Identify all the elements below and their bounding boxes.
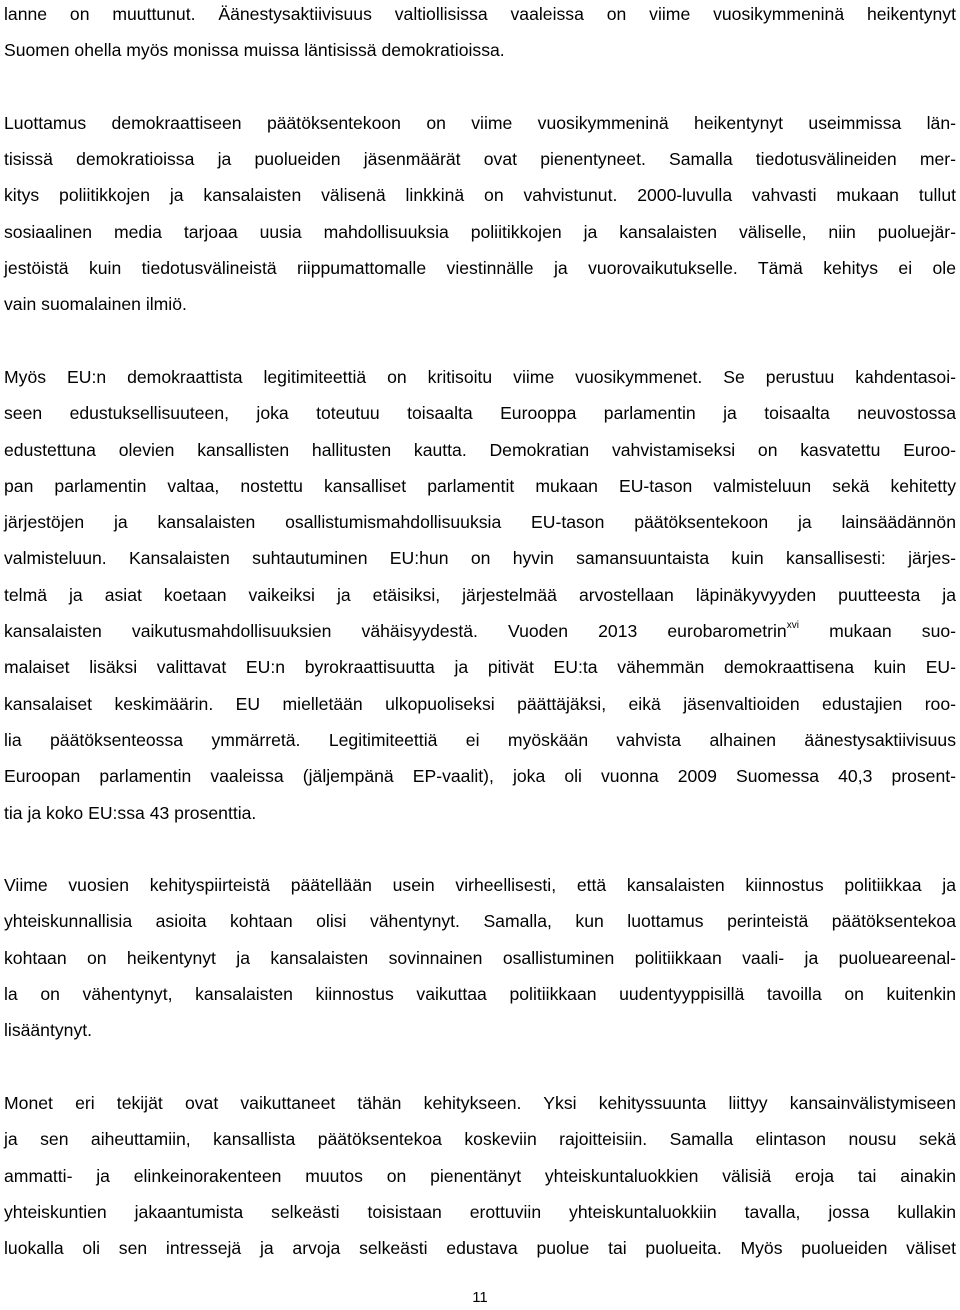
line-text: Euroopan parlamentin vaaleissa (jäljempänä EP-vaalit), joka oli vuonna 2009 Suomessa 40,3 prosent-	[4, 766, 956, 787]
paragraph	[4, 359, 956, 831]
text-line	[4, 940, 956, 976]
text-line	[4, 468, 956, 504]
text-line	[4, 214, 956, 250]
line-text: la on vähentynyt, kansalaisten kiinnostus vaikuttaa politiikkaan uudentyyppisillä tavoilla on kuitenkin	[4, 984, 956, 1005]
text-line	[4, 577, 956, 613]
text-line	[4, 649, 956, 685]
line-text: lanne on muuttunut. Äänestysaktiivisuus valtiollisissa vaaleissa on viime vuosikymmeninä heikentynyt	[4, 4, 956, 24]
line-text: malaiset lisäksi valittavat EU:n byrokraattisuutta ja pitivät EU:ta vähemmän demokraattisena kuin EU-	[4, 657, 956, 678]
line-text: kansalaiset keskimäärin. EU mielletään ulkopuoliseksi päättäjäksi, eikä jäsenvaltioiden edustajien roo-	[4, 693, 956, 714]
paragraph	[4, 105, 956, 323]
line-text: lia päätöksenteossa ymmärretä. Legitimiteettiä ei myöskään vahvista alhainen äänestysaktiivisuus	[4, 729, 956, 750]
line-text: ja sen aiheuttamiin, kansallista päätöksentekoa koskeviin rajoitteisiin. Samalla elintason nousu sekä	[4, 1129, 956, 1150]
text-line	[4, 177, 956, 213]
line-text: seen edustuksellisuuteen, joka toteutuu toisaalta Eurooppa parlamentin ja toisaalta neuvostossa	[4, 403, 956, 424]
line-text: valmisteluun. Kansalaisten suhtautuminen EU:hun on hyvin samansuuntaista kuin kansallisesti: järjes-	[4, 548, 956, 569]
page-number: 11	[472, 1289, 488, 1306]
line-text: Suomen ohella myös monissa muissa läntisissä demokratioissa.	[4, 40, 505, 61]
text-line	[4, 286, 956, 322]
line-text: Viime vuosien kehityspiirteistä päätellään usein virheellisesti, että kansalaisten kiinnostus politiikkaa ja	[4, 875, 956, 896]
paragraph	[4, 1085, 956, 1266]
text-line	[4, 867, 956, 903]
paragraph	[4, 0, 956, 69]
line-text: sosiaalinen media tarjoaa uusia mahdollisuuksia poliitikkojen ja kansalaisten väliselle, niin puoluejär-	[4, 221, 956, 242]
text-line	[4, 903, 956, 939]
line-text-tail: mukaan suo-	[798, 621, 956, 642]
text-line	[4, 432, 956, 468]
line-text: Myös EU:n demokraattista legitimiteettiä on kritisoitu viime vuosikymmenet. Se perustuu kahdentasoi-	[4, 366, 956, 387]
line-text: lisääntynyt.	[4, 1020, 93, 1041]
line-text: kansalaisten vaikutusmahdollisuuksien vähäisyydestä. Vuoden 2013 eurobarometrin	[4, 621, 787, 642]
line-text: pan parlamentin valtaa, nostettu kansalliset parlamentit mukaan EU-tason valmisteluun sekä kehitetty	[4, 475, 956, 496]
line-text: kohtaan on heikentynyt ja kansalaisten sovinnainen osallistuminen politiikkaan vaali- ja puolueareenal-	[4, 947, 956, 968]
paragraph-gap	[4, 69, 956, 105]
text-line	[4, 1121, 956, 1157]
text-line	[4, 0, 956, 32]
text-line	[4, 250, 956, 286]
text-line	[4, 359, 956, 395]
text-line	[4, 758, 956, 794]
line-text: telmä ja asiat koetaan vaikeiksi ja etäisiksi, järjestelmää arvostellaan läpinäkyvyyden puutteesta ja	[4, 584, 956, 605]
paragraph	[4, 867, 956, 1048]
paragraph-gap	[4, 323, 956, 359]
line-text: Monet eri tekijät ovat vaikuttaneet tähän kehitykseen. Yksi kehityssuunta liittyy kansainvälistymiseen	[4, 1092, 956, 1113]
text-line	[4, 540, 956, 576]
document-page	[4, 0, 956, 1266]
text-line	[4, 32, 956, 68]
text-line	[4, 105, 956, 141]
paragraph-gap	[4, 831, 956, 867]
line-text: yhteiskuntien jakaantumista selkeästi toisistaan erottuviin yhteiskuntaluokkiin tavalla, jossa kullakin	[4, 1201, 956, 1222]
text-line	[4, 1012, 956, 1048]
line-text: ammatti- ja elinkeinorakenteen muutos on pienentänyt yhteiskuntaluokkien välisiä eroja tai ainakin	[4, 1165, 956, 1186]
line-text: järjestöjen ja kansalaisten osallistumismahdollisuuksia EU-tason päätöksentekoon ja lainsäädännön	[4, 512, 956, 533]
line-text: luokalla oli sen intressejä ja arvoja selkeästi edustava puolue tai puolueita. Myös puolueiden väliset	[4, 1238, 956, 1259]
text-line	[4, 1085, 956, 1121]
line-text: tia ja koko EU:ssa 43 prosenttia.	[4, 802, 257, 823]
line-text: edustettuna olevien kansallisten hallitusten kautta. Demokratian vahvistamiseksi on kasvatettu Euroo-	[4, 439, 956, 460]
text-line	[4, 504, 956, 540]
text-line	[4, 1158, 956, 1194]
text-line	[4, 686, 956, 722]
text-line	[4, 395, 956, 431]
line-text: yhteiskunnallisia asioita kohtaan olisi vähentynyt. Samalla, kun luottamus perinteistä päätöksentekoa	[4, 911, 956, 932]
text-line	[4, 976, 956, 1012]
text-line	[4, 613, 956, 649]
line-text: vain suomalainen ilmiö.	[4, 294, 187, 315]
text-line	[4, 795, 956, 831]
footnote-reference[interactable]: xvi	[786, 620, 799, 632]
line-text: Luottamus demokraattiseen päätöksentekoon on viime vuosikymmeninä heikentynyt useimmissa län-	[4, 112, 956, 133]
line-text: tisissä demokratioissa ja puolueiden jäsenmäärät ovat pienentyneet. Samalla tiedotusvälineiden mer-	[4, 149, 956, 170]
text-line	[4, 1194, 956, 1230]
line-text: kitys poliitikkojen ja kansalaisten välisenä linkkinä on vahvistunut. 2000-luvulla vahvasti mukaan tullut	[4, 185, 956, 206]
line-text: jestöistä kuin tiedotusvälineistä riippumattomalle viestinnälle ja vuorovaikutukselle. Tämä kehitys ei ole	[4, 258, 956, 279]
text-line	[4, 1230, 956, 1266]
paragraph-gap	[4, 1049, 956, 1085]
text-line	[4, 141, 956, 177]
text-line	[4, 722, 956, 758]
